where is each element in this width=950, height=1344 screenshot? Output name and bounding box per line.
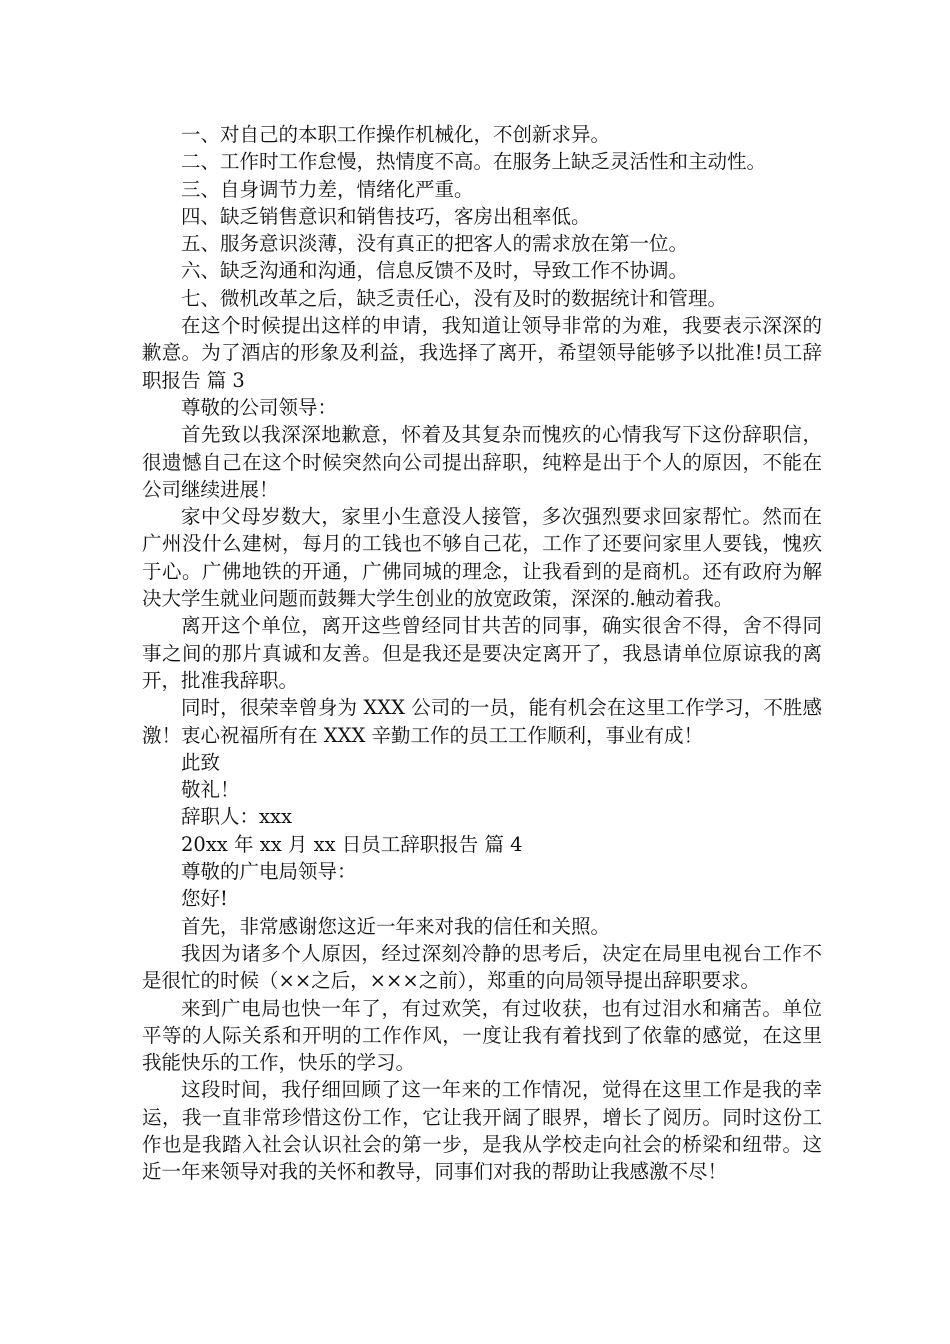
closing-cizhi: 此致 bbox=[181, 750, 221, 774]
greeting: 您好! bbox=[181, 887, 228, 911]
paragraph-experience: 来到广电局也快一年了，有过欢笑，有过收获，也有过泪水和痛苦。单位平等的人际关系和开明的工作作风，一度让我有着找到了依靠的感觉，在这里我能快乐的工作，快乐的学习。 bbox=[142, 996, 822, 1075]
paragraph-apology: 在这个时候提出这样的申请，我知道让领导非常的为难，我要表示深深的歉意。为了酒店的形象及利益，我选择了离开，希望领导能够予以批准!员工辞职报告 篇 3 bbox=[142, 314, 822, 392]
date-and-section-heading: 20xx 年 xx 月 xx 日员工辞职报告 篇 4 bbox=[181, 832, 523, 856]
paragraph-shortcoming-2: 二、工作时工作怠慢，热情度不高。在服务上缺乏灵活性和主动性。 bbox=[181, 150, 767, 174]
salutation-broadcast-bureau: 尊敬的广电局领导： bbox=[181, 860, 357, 884]
closing-jingli: 敬礼！ bbox=[181, 778, 240, 802]
paragraph-reflection: 这段时间，我仔细回顾了这一年来的工作情况，觉得在这里工作是我的幸运，我一直非常珍惜这份工作，它让我开阔了眼界，增长了阅历。同时这份工作也是我踏入社会认识社会的第一步，是我从学校走向社会的桥梁和纽带。这近一年来领导对我的关怀和教导，同事们对我的帮助让我感激不尽！ bbox=[142, 1078, 822, 1184]
paragraph-thanks: 首先，非常感谢您这近一年来对我的信任和关照。 bbox=[181, 914, 611, 938]
paragraph-gratitude: 同时，很荣幸曾身为 XXX 公司的一员，能有机会在这里工作学习，不胜感激！衷心祝福所有在 XXX 辛勤工作的员工工作顺利，事业有成！ bbox=[142, 696, 822, 747]
paragraph-leaving: 离开这个单位，离开这些曾经同甘共苦的同事，确实很舍不得，舍不得同事之间的那片真诚和友善。但是我还是要决定离开了，我恳请单位原谅我的离开，批准我辞职。 bbox=[142, 614, 822, 692]
paragraph-shortcoming-1: 一、对自己的本职工作操作机械化，不创新求异。 bbox=[181, 123, 611, 146]
signature-line: 辞职人：xxx bbox=[181, 805, 292, 829]
paragraph-shortcoming-3: 三、自身调节力差，情绪化严重。 bbox=[181, 177, 474, 201]
paragraph-shortcoming-4: 四、缺乏销售意识和销售技巧，客房出租率低。 bbox=[181, 204, 591, 228]
paragraph-shortcoming-7: 七、微机改革之后，缺乏责任心，没有及时的数据统计和管理。 bbox=[181, 286, 728, 310]
document-body bbox=[142, 121, 822, 1186]
paragraph-opening: 首先致以我深深地歉意，怀着及其复杂而愧疚的心情我写下这份辞职信，很遗憾自己在这个时候突然向公司提出辞职，纯粹是出于个人的原因，不能在公司继续进展！ bbox=[142, 423, 822, 501]
paragraph-shortcoming-5: 五、服务意识淡薄，没有真正的把客人的需求放在第一位。 bbox=[181, 232, 689, 256]
paragraph-resignation-request: 我因为诸多个人原因，经过深刻冷静的思考后，决定在局里电视台工作不是很忙的时候（××之后，×××之前），郑重的向局领导提出辞职要求。 bbox=[142, 941, 822, 993]
paragraph-family-reason: 家中父母岁数大，家里小生意没人接管，多次强烈要求回家帮忙。然而在广州没什么建树，每月的工钱也不够自己花，工作了还要问家里人要钱，愧疚于心。广佛地铁的开通，广佛同城的理念，让我看到的是商机。还有政府为解决大学生就业问题而鼓舞大学生创业的放宽政策，深深的.触动着我。 bbox=[142, 505, 822, 611]
paragraph-shortcoming-6: 六、缺乏沟通和沟通，信息反馈不及时，导致工作不协调。 bbox=[181, 259, 689, 283]
salutation-company: 尊敬的公司领导： bbox=[181, 395, 338, 419]
